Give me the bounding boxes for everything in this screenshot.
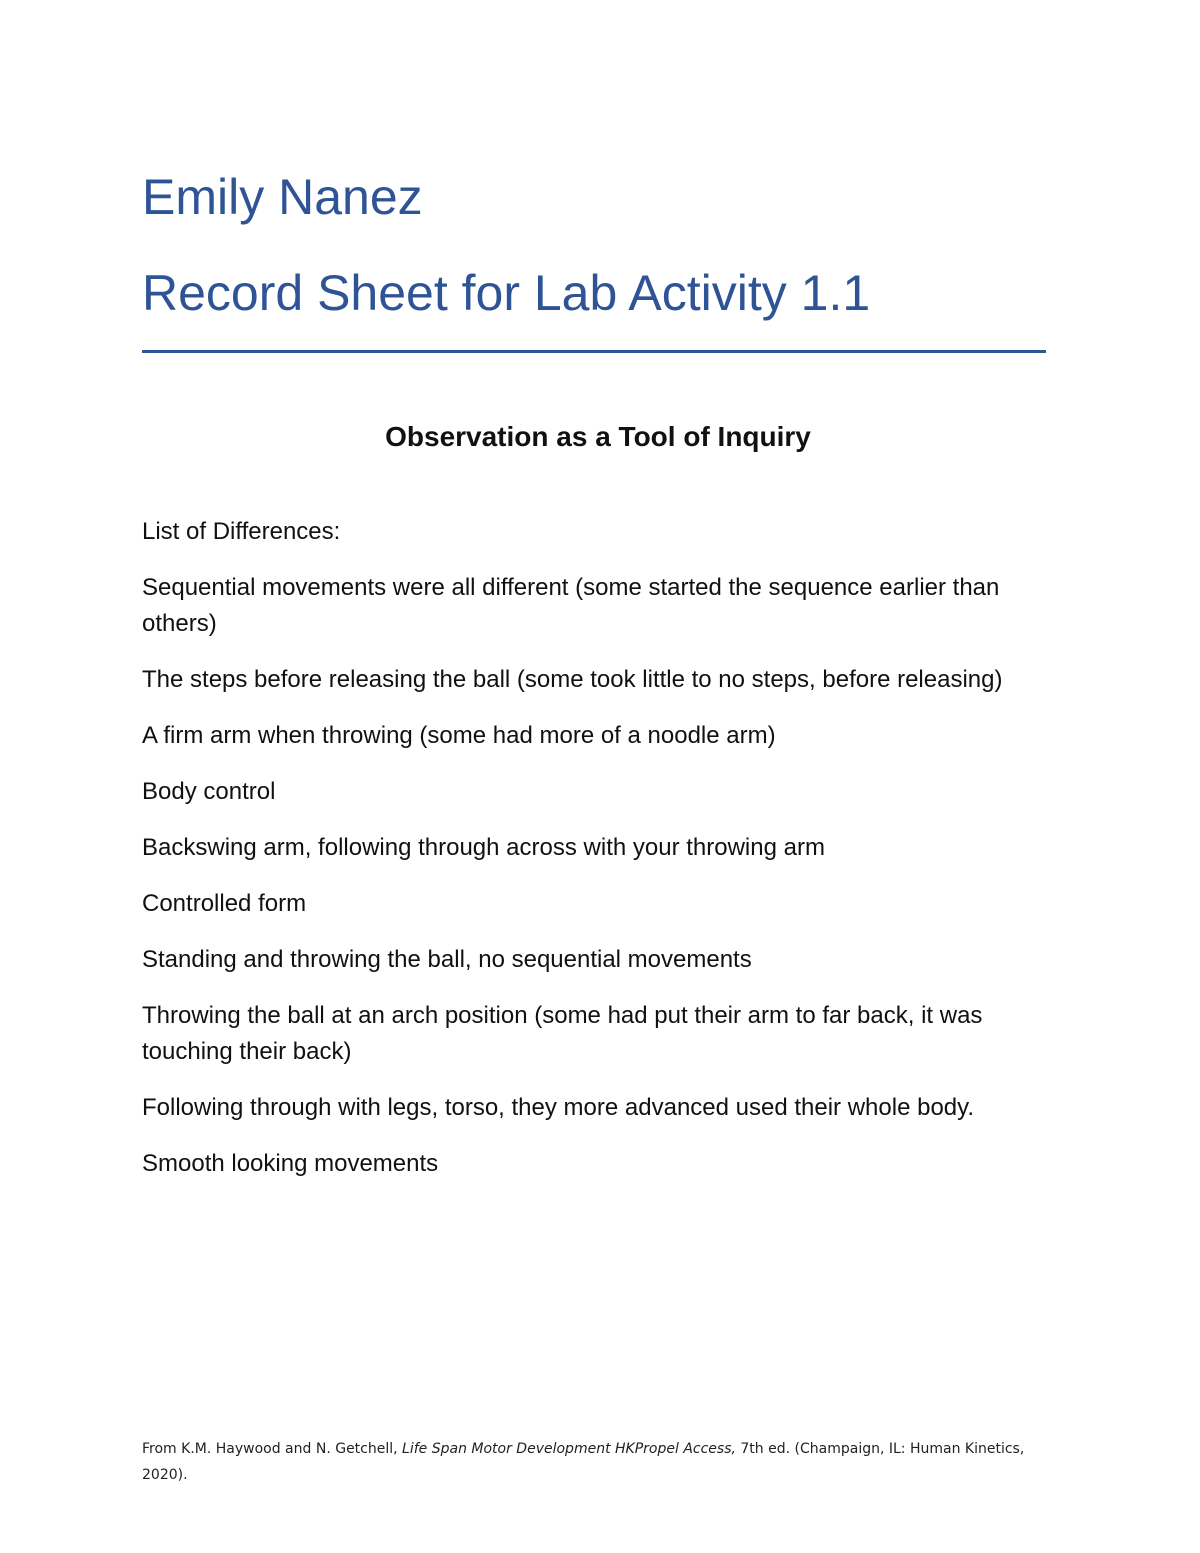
citation-prefix: From K.M. Haywood and N. Getchell,: [142, 1441, 403, 1457]
differences-list: [142, 514, 1062, 1202]
list-item: Following through with legs, torso, they more advanced used their whole body.: [142, 1094, 975, 1121]
list-item: Smooth looking movements: [142, 1150, 439, 1177]
list-item: Body control: [142, 778, 276, 805]
list-item: Backswing arm, following through across with your throwing arm: [142, 834, 825, 861]
list-heading: List of Differences:: [142, 518, 341, 545]
author-name: Emily Nanez: [142, 169, 423, 225]
citation-footer: [142, 1436, 1062, 1488]
list-item: Sequential movements were all different (some started the sequence earlier than others): [142, 574, 1000, 637]
section-subtitle: Observation as a Tool of Inquiry: [385, 421, 811, 452]
title-divider: [142, 350, 1046, 353]
document-title: Record Sheet for Lab Activity 1.1: [142, 265, 871, 321]
citation-suffix: 7th ed. (Champaign, IL: Human Kinetics, 2020).: [142, 1441, 1025, 1483]
list-item: Throwing the ball at an arch position (some had put their arm to far back, it was touching their back): [142, 1002, 983, 1065]
list-item: Controlled form: [142, 890, 307, 917]
list-item: Standing and throwing the ball, no sequential movements: [142, 946, 752, 973]
list-item: A firm arm when throwing (some had more of a noodle arm): [142, 722, 776, 749]
citation-book-title: Life Span Motor Development HKPropel Access,: [402, 1441, 736, 1457]
document-header: [142, 168, 1062, 322]
list-item: The steps before releasing the ball (some took little to no steps, before releasing): [142, 666, 1003, 693]
